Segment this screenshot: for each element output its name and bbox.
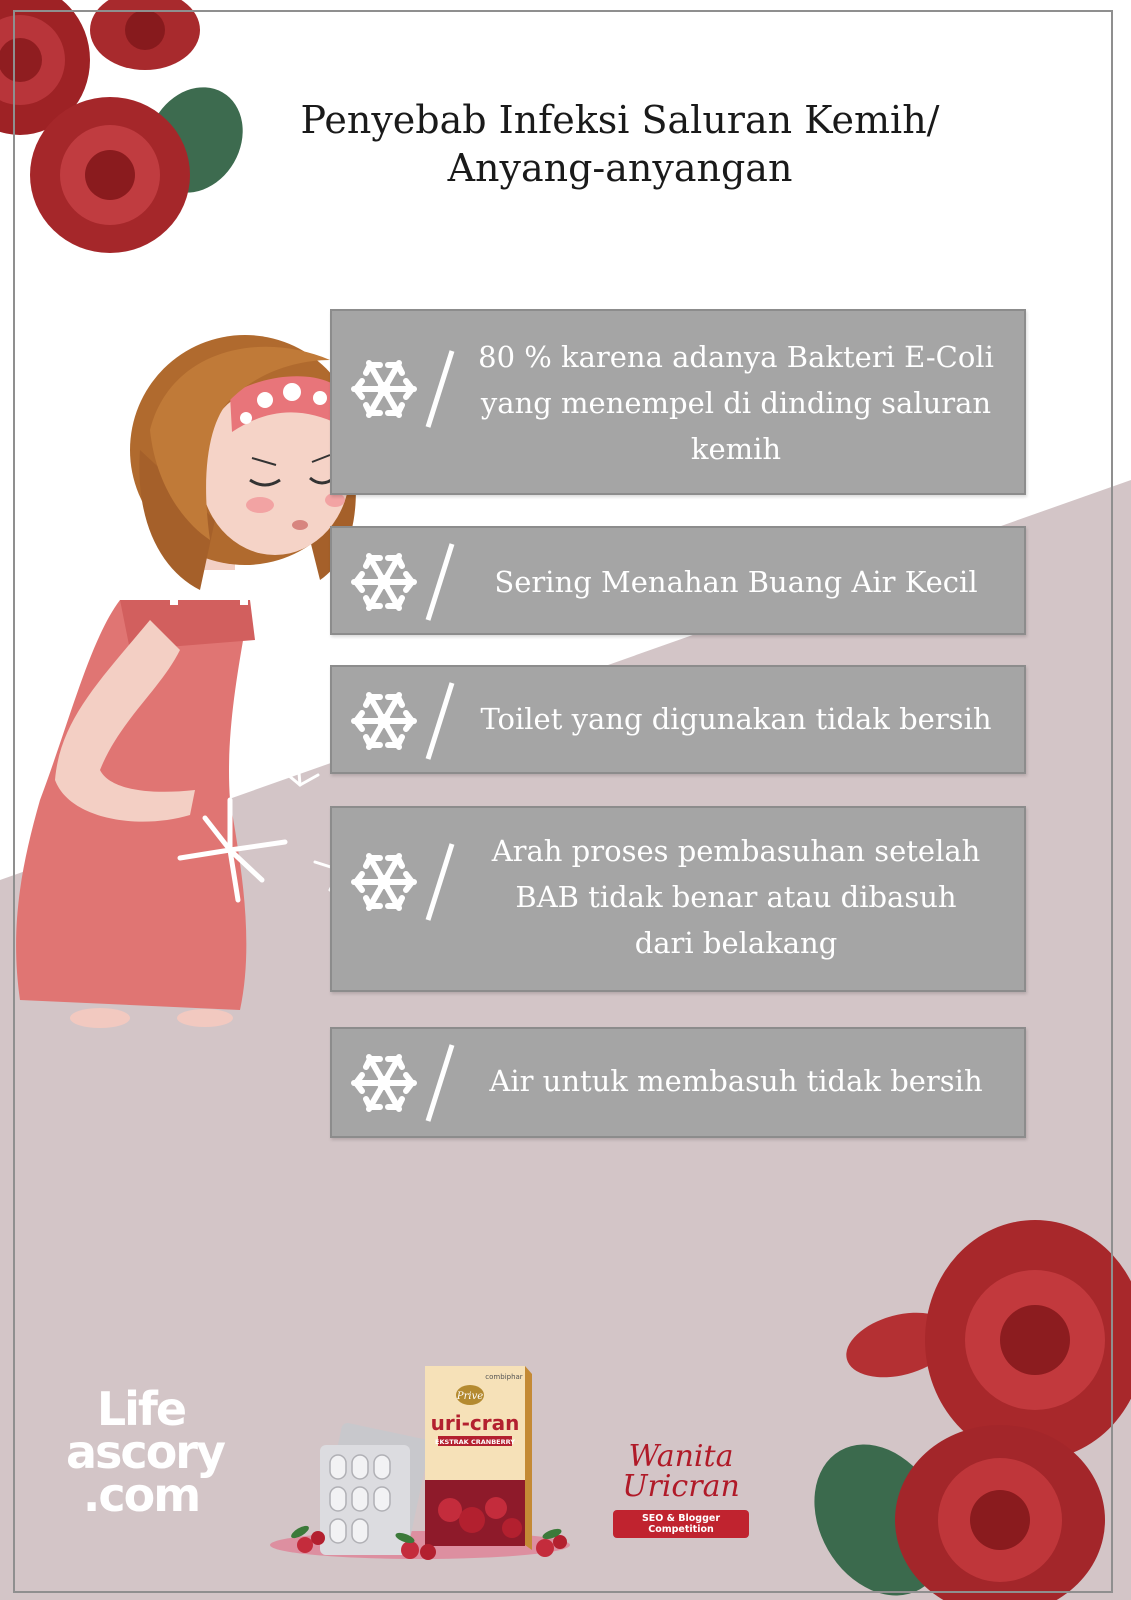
wanita-line-1: Wanita: [628, 1439, 734, 1474]
cause-text-2: [470, 559, 1002, 605]
wanita-uricran-logo: [608, 1439, 754, 1538]
cause-5-line-1: Air untuk membasuh tidak bersih: [489, 1064, 983, 1098]
slash-divider: [420, 540, 460, 624]
cause-text-1: [470, 334, 1002, 472]
slash-divider: [420, 840, 460, 924]
cause-4-line-2: BAB tidak benar atau dibasuh: [515, 880, 957, 914]
lifeascory-logo: [66, 1382, 224, 1522]
cause-text-4: [470, 828, 1002, 966]
title-line-2: Anyang-anyangan: [447, 146, 793, 190]
cause-card-3: [330, 665, 1026, 774]
logo-line-2: ascory: [66, 1425, 224, 1479]
product-name: uri-cran: [430, 1411, 520, 1435]
cause-1-line-2: yang menempel di dinding saluran: [480, 386, 992, 420]
cause-card-1: [330, 309, 1026, 495]
uricran-product-image: [260, 1360, 580, 1565]
snowflake-icon: [350, 687, 418, 755]
product-box: [425, 1366, 532, 1550]
competition-badge: SEO & Blogger Competition: [613, 1510, 749, 1538]
snowflake-icon: [350, 848, 418, 916]
slash-divider: [420, 1041, 460, 1125]
cause-card-2: [330, 526, 1026, 635]
cause-1-line-3: kemih: [690, 432, 782, 466]
cause-card-4: [330, 806, 1026, 992]
product-brand: Prive: [456, 1391, 484, 1402]
product-maker: combiphar: [485, 1373, 523, 1381]
product-subtitle: EKSTRAK CRANBERRY: [435, 1438, 515, 1446]
snowflake-icon: [350, 1049, 418, 1117]
logo-line-1: Life: [96, 1382, 186, 1436]
snowflake-icon: [350, 548, 418, 616]
title-line-1: Penyebab Infeksi Saluran Kemih/: [300, 98, 940, 142]
cause-2-line-1: Sering Menahan Buang Air Kecil: [494, 565, 978, 599]
page-title: [250, 96, 990, 192]
cause-4-line-3: dari belakang: [634, 926, 838, 960]
wanita-line-2: Uricran: [622, 1469, 740, 1504]
cause-text-3: [470, 696, 1002, 742]
logo-line-3: .com: [82, 1468, 200, 1522]
cause-3-line-1: Toilet yang digunakan tidak bersih: [480, 702, 992, 736]
cause-4-line-1: Arah proses pembasuhan setelah: [491, 834, 981, 868]
cause-card-5: [330, 1027, 1026, 1138]
cause-1-line-1: 80 % karena adanya Bakteri E-Coli: [478, 340, 994, 374]
cause-text-5: [470, 1058, 1002, 1104]
rose-top-left: [0, 0, 261, 253]
slash-divider: [420, 347, 460, 431]
snowflake-icon: [350, 355, 418, 423]
slash-divider: [420, 679, 460, 763]
